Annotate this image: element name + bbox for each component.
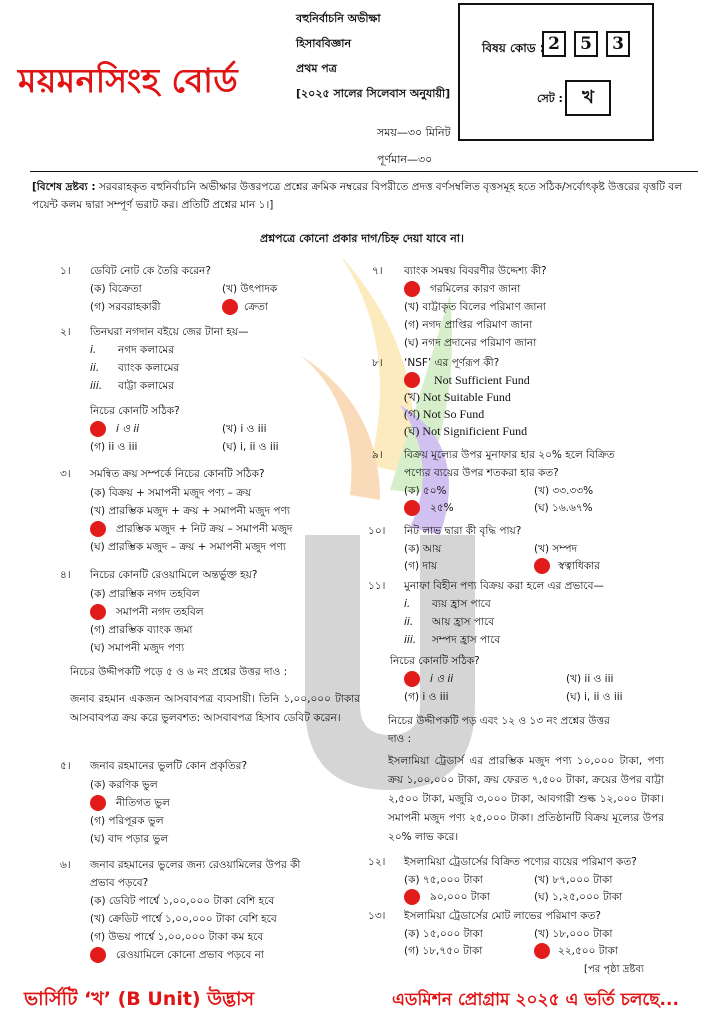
instruction-label: [বিশেষ দ্রষ্টব্য : xyxy=(32,181,96,193)
option-b: (খ) ক্রেডিট পার্শ্বে ১,০০,০০০ টাকা বেশি হবে xyxy=(90,913,277,925)
instruction-text: সরবরাহকৃত বহুনির্বাচনি অভীক্ষার উত্তরপত্রে প্রশ্নের ক্রমিক নম্বরের বিপরীতে প্রদত্ত বর্ণসম্বলিত বৃত্তসমূহ হতে সঠিক/সর্বোৎকৃষ্ট উত্তরের বৃত্তটি বল পয়েন্ট কলম দ্বারা সম্পূর্ণ ভরাট কর। প্রতিটি প্রশ্নের মান ১।] xyxy=(32,181,683,211)
option-c: (গ) ১৮,৭৫০ টাকা xyxy=(404,945,483,957)
board-name: ময়মনসিংহ বোর্ড xyxy=(18,61,239,100)
question-number: ৯। xyxy=(372,449,383,461)
header-divider xyxy=(30,171,698,172)
question-text: বিক্রয় মূল্যের উপর মুনাফার হার ২০% হলে বিক্রিত xyxy=(404,449,615,461)
no-marks-note: প্রশ্নপত্রে কোনো প্রকার দাগ/চিহ্ন দেয়া যাবে না। xyxy=(260,232,464,245)
next-page-note: [পর পৃষ্ঠা দ্রষ্টব্য xyxy=(584,964,644,975)
option-a: i ও ii xyxy=(116,423,140,435)
option-d: ২২,৫০০ টাকা xyxy=(558,945,618,957)
option-b: নীতিগত ভুল xyxy=(116,797,170,809)
question-text: তিনঘরা নগদান বইয়ে জের টানা হয়— xyxy=(90,326,249,338)
instruction xyxy=(32,178,692,214)
question-text: নিচের কোনটি রেওয়ামিলে অন্তর্ভুক্ত হয়? xyxy=(90,569,258,581)
exam-type: বহুনির্বাচনি অভীক্ষা xyxy=(296,12,381,25)
question-text: ইসলামিয়া ট্রেডার্সের মোট লাভের পরিমাণ কত? xyxy=(404,910,601,922)
question-text: ‘NSF’ এর পূর্ণরূপ কী? xyxy=(404,357,500,369)
question-text: জনাব রহমানের ভুলটি কোন প্রকৃতির? xyxy=(90,760,248,772)
option-a: গরমিলের কারণ জানা xyxy=(430,283,521,295)
option-b: (খ) ৩৩.৩৩% xyxy=(534,485,594,497)
question-number: ১০। xyxy=(368,525,386,537)
question-number: ১১। xyxy=(368,580,386,592)
set-label: সেট : xyxy=(537,92,563,105)
question-number: ৫। xyxy=(60,760,71,772)
option-d: (ঘ) বাদ পড়ার ভুল xyxy=(90,833,169,845)
option-c: (গ) উভয় পার্শ্বে ১,০০,০০০ টাকা কম হবে xyxy=(90,931,264,943)
statement-ii-label: ii. xyxy=(404,616,414,628)
option-d: (ঘ) নগদ প্রদানের পরিমাণ জানা xyxy=(404,337,537,349)
stimulus-intro: নিচের উদ্দীপকটি পড় এবং ১২ ও ১৩ নং প্রশ্নের উত্তর xyxy=(388,715,610,727)
option-a: (ক) আয় xyxy=(404,543,442,555)
option-d: (ঘ) ১৬.৬৭% xyxy=(534,502,593,514)
option-b: (খ) ১৮,০০০ টাকা xyxy=(534,928,613,940)
subject-code-box xyxy=(458,3,654,141)
option-d: (ঘ) সমাপনী মজুদ পণ্য xyxy=(90,642,185,654)
option-b: সমাপনী নগদ তহবিল xyxy=(116,606,204,618)
option-a: (ক) বিক্রয় + সমাপনী মজুদ পণ্য – ক্রয় xyxy=(90,487,252,499)
option-d: (ঘ) ১,২৫,০০০ টাকা xyxy=(534,891,623,903)
option-c: (গ) পরিপূরক ভুল xyxy=(90,815,164,827)
question-number: ৩। xyxy=(60,468,71,480)
code-digit: 5 xyxy=(574,31,598,57)
option-d: ক্রেতা xyxy=(244,301,268,313)
option-c: (গ) ii ও iii xyxy=(90,441,138,453)
option-a: (ক) ৫০% xyxy=(404,485,447,497)
stimulus-intro-cont: দাও : xyxy=(388,733,412,745)
option-a: (ক) করণিক ভুল xyxy=(90,779,158,791)
answer-mark xyxy=(90,604,106,620)
option-d: (ঘ) i, ii ও iii xyxy=(222,441,279,453)
option-c: (গ) দায় xyxy=(404,560,438,572)
option-d: রেওয়ামিলে কোনো প্রভাব পড়বে না xyxy=(116,949,264,961)
answer-mark xyxy=(404,372,420,388)
answer-mark xyxy=(90,947,106,963)
option-a: Not Sufficient Fund xyxy=(434,373,530,387)
option-a: (ক) ডেবিট পার্শ্বে ১,০০,০০০ টাকা বেশি হবে xyxy=(90,895,275,907)
option-b: (খ) Not Suitable Fund xyxy=(404,390,511,404)
answer-mark xyxy=(90,421,106,437)
option-d: (ঘ) i, ii ও iii xyxy=(566,691,623,703)
option-a: (ক) ১৫,০০০ টাকা xyxy=(404,928,483,940)
option-c: (গ) নগদ প্রাপ্তির পরিমাণ জানা xyxy=(404,319,533,331)
question-stem: নিচের কোনটি সঠিক? xyxy=(90,405,180,417)
stimulus-text: ইসলামিয়া ট্রেডার্স এর প্রারম্ভিক মজুদ পণ্য ১০,০০০ টাকা, পণ্য ক্রয় ১,০০,০০০ টাকা, ক্রয় ফেরত ৭,৫০০ টাকা, ক্রয়ের উপর বাট্টা ২,৫০০ টাকা, মজুরি ৩,০০০ টাকা, আবগারী শুল্ক ১২,০০০ টাকা। সমাপনী মজুদ পণ্য ২৫,০০০ টাকা। প্রতিষ্ঠানটি বিক্রয় মূল্যের উপর ২০% লাভ করে। xyxy=(388,755,664,843)
subject-code-label: বিষয় কোড : xyxy=(482,41,545,55)
question-text: ডেবিট নোট কে তৈরি করেন? xyxy=(90,265,211,277)
option-c: (গ) সরবরাহকারী xyxy=(90,301,161,313)
answer-mark xyxy=(534,558,550,574)
option-d: (ঘ) প্রারম্ভিক মজুদ – ক্রয় + সমাপনী মজুদ পণ্য xyxy=(90,541,286,553)
answer-mark xyxy=(404,500,420,516)
question-text: সমন্বিত ক্রয় সম্পর্কে নিচের কোনটি সঠিক? xyxy=(90,468,265,480)
statement-ii-label: ii. xyxy=(90,362,100,374)
option-b: (খ) ii ও iii xyxy=(566,673,614,685)
question-number: ৬। xyxy=(60,859,71,871)
option-b: (খ) সম্পদ xyxy=(534,543,578,555)
option-a: i ও ii xyxy=(430,673,454,685)
option-b: (খ) i ও iii xyxy=(222,423,267,435)
option-b: (খ) উৎপাদক xyxy=(222,283,278,295)
option-c: (গ) প্রারম্ভিক ব্যাংক জমা xyxy=(90,624,193,636)
option-c: (গ) Not So Fund xyxy=(404,407,485,421)
option-c: ৯০,০০০ টাকা xyxy=(430,891,490,903)
statement-ii: আয় হ্রাস পাবে xyxy=(432,616,495,628)
answer-mark xyxy=(90,521,106,537)
question-text-cont: প্রভাব পড়বে? xyxy=(90,877,149,889)
question-number: ৪। xyxy=(60,569,71,581)
answer-mark xyxy=(404,281,420,297)
statement-iii: সম্পদ হ্রাস পাবে xyxy=(432,634,501,646)
question-text: ইসলামিয়া ট্রেডার্সের বিক্রিত পণ্যের ব্যয়ের পরিমাণ কত? xyxy=(404,856,637,868)
set-value: খ xyxy=(565,80,611,116)
code-digit: 3 xyxy=(606,31,630,57)
statement-iii-label: iii. xyxy=(90,380,103,392)
option-b: (খ) বাট্টাকৃত বিলের পরিমাণ জানা xyxy=(404,301,546,313)
full-marks: পূর্ণমান—৩০ xyxy=(377,153,433,166)
answer-mark xyxy=(90,795,106,811)
syllabus-note: [২০২৫ সালের সিলেবাস অনুযায়ী] xyxy=(296,87,451,100)
question-number: ৮। xyxy=(372,357,383,369)
option-c: (গ) i ও iii xyxy=(404,691,449,703)
option-c: প্রারম্ভিক মজুদ + নিট ক্রয় – সমাপনী মজুদ xyxy=(116,523,293,535)
statement-i-label: i. xyxy=(404,598,411,610)
question-text-cont: পণ্যের ব্যয়ের উপর শতকরা হার কত? xyxy=(404,467,559,479)
question-text: নিট লাভ দ্বারা কী বৃদ্ধি পায়? xyxy=(404,525,522,537)
statement-i-label: i. xyxy=(90,344,97,356)
statement-iii: বাট্টা কলামের xyxy=(118,380,174,392)
stimulus-intro: নিচের উদ্দীপকটি পড়ে ৫ ও ৬ নং প্রশ্নের উত্তর দাও : xyxy=(70,666,288,678)
question-number: ১৩। xyxy=(368,910,386,922)
question-stem: নিচের কোনটি সঠিক? xyxy=(390,655,480,667)
statement-i: নগদ কলামের xyxy=(118,344,175,356)
question-text: মুনাফা বিহীন পণ্য বিক্রয় করা হলে এর প্রভাবে— xyxy=(404,580,604,592)
question-text: জনাব রহমানের ভুলের জন্য রেওয়ামিলের উপর কী xyxy=(90,859,301,871)
question-number: ২। xyxy=(60,326,71,338)
option-a: (ক) প্রারম্ভিক নগদ তহবিল xyxy=(90,588,200,600)
stimulus-text: জনাব রহমান একজন আসবাবপত্র ব্যবসায়ী। তিনি ১,০০,০০০ টাকার আসবাবপত্র ক্রয় করে ভুলবশত: আসবাবপত্র হিসাব ডেবিট করেন। xyxy=(70,693,360,724)
answer-mark xyxy=(222,299,238,315)
answer-mark xyxy=(534,943,550,959)
option-c: ২৫% xyxy=(430,502,454,514)
option-b: (খ) ৮৭,০০০ টাকা xyxy=(534,874,613,886)
statement-ii: ব্যাংক কলামের xyxy=(118,362,180,374)
question-text: ব্যাংক সমন্বয় বিবরণীর উদ্দেশ্য কী? xyxy=(404,265,547,277)
footer-right-ad: এডমিশন প্রোগ্রাম ২০২৫ এ ভর্তি চলছে... xyxy=(392,990,679,1010)
footer-left-ad: ভার্সিটি ‘খ’ (B Unit) উদ্ভাস xyxy=(24,988,255,1010)
question-number: ৭। xyxy=(372,265,383,277)
paper-name: প্রথম পত্র xyxy=(296,62,337,75)
option-a: (ক) ৭৫,০০০ টাকা xyxy=(404,874,483,886)
exam-time: সময়—৩০ মিনিট xyxy=(377,126,451,139)
option-a: (ক) বিক্রেতা xyxy=(90,283,142,295)
answer-mark xyxy=(404,671,420,687)
code-digit: 2 xyxy=(542,31,566,57)
answer-mark xyxy=(404,889,420,905)
question-number: ১২। xyxy=(368,856,386,868)
subject-name: হিসাববিজ্ঞান xyxy=(296,37,352,50)
statement-iii-label: iii. xyxy=(404,634,417,646)
option-d: (ঘ) Not Significient Fund xyxy=(404,424,528,438)
option-d: স্বত্বাধিকার xyxy=(558,560,600,572)
statement-i: ব্যয় হ্রাস পাবে xyxy=(432,598,491,610)
question-number: ১। xyxy=(60,265,71,277)
option-b: (খ) প্রারম্ভিক মজুদ + ক্রয় + সমাপনী মজুদ পণ্য xyxy=(90,505,290,517)
